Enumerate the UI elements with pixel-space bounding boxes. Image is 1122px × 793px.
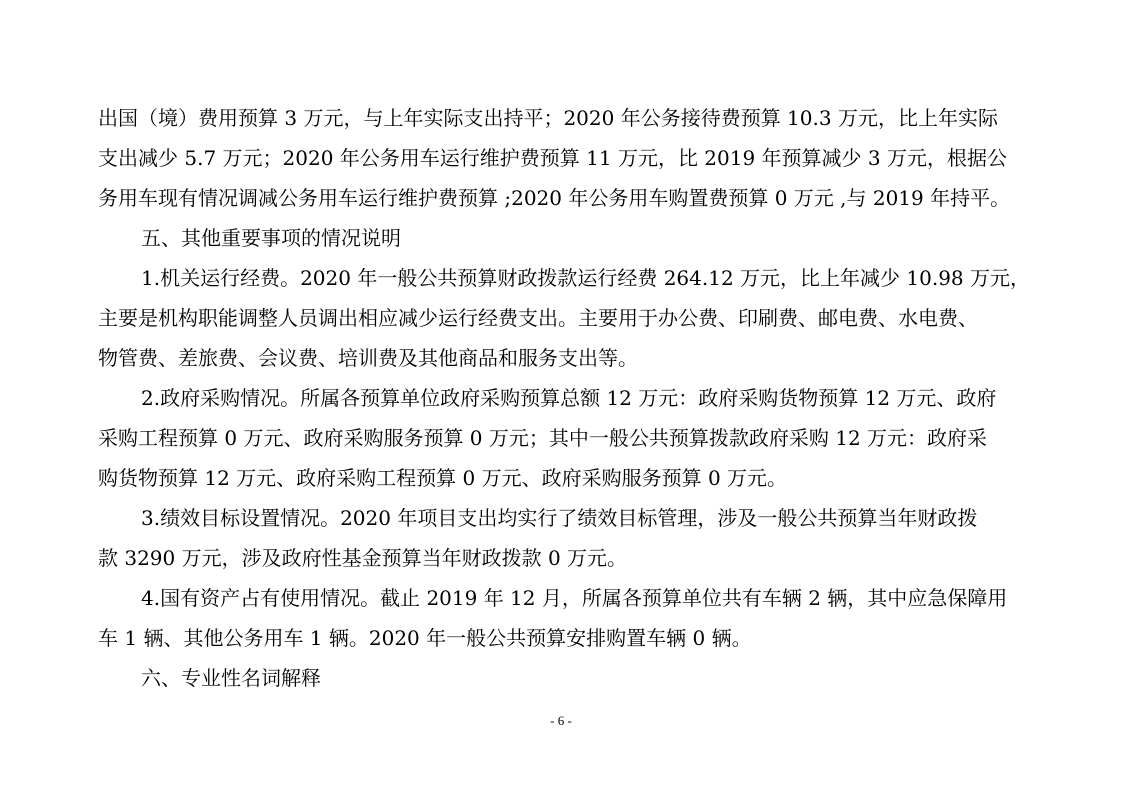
text-line: 车 1 辆、其他公务用车 1 辆。2020 年一般公共预算安排购置车辆 0 辆。 — [98, 626, 752, 650]
text-line: 支出减少 5.7 万元；2020 年公务用车运行维护费预算 11 万元，比 2019 年预算减少 3 万元，根据公 — [98, 146, 1007, 170]
text-line: 2.政府采购情况。所属各预算单位政府采购预算总额 12 万元：政府采购货物预算 12 万元、政府 — [141, 386, 997, 410]
text-line: 物管费、差旅费、会议费、培训费及其他商品和服务支出等。 — [98, 346, 638, 370]
section-heading: 六、专业性名词解释 — [141, 666, 321, 690]
text-line: 采购工程预算 0 万元、政府采购服务预算 0 万元；其中一般公共预算拨款政府采购 12 万元：政府采 — [98, 426, 988, 450]
text-line: 款 3290 万元，涉及政府性基金预算当年财政拨款 0 万元。 — [98, 546, 628, 570]
text-line: 购货物预算 12 万元、政府采购工程预算 0 万元、政府采购服务预算 0 万元。 — [98, 466, 788, 490]
text-line: 务用车现有情况调减公务用车运行维护费预算 ;2020 年公务用车购置费预算 0 万元 ,与 2019 年持平。 — [98, 186, 1011, 210]
text-line: 4.国有资产占有使用情况。截止 2019 年 12 月，所属各预算单位共有车辆 2 辆，其中应急保障用 — [141, 586, 1008, 610]
section-heading: 五、其他重要事项的情况说明 — [141, 226, 401, 250]
page-number: - 6 - — [550, 713, 572, 728]
text-line: 出国（境）费用预算 3 万元，与上年实际支出持平；2020 年公务接待费预算 10.3 万元，比上年实际 — [98, 106, 998, 130]
text-line: 主要是机构职能调整人员调出相应减少运行经费支出。主要用于办公费、印刷费、邮电费、水电费、 — [98, 306, 978, 330]
text-line: 1.机关运行经费。2020 年一般公共预算财政拨款运行经费 264.12 万元，比上年减少 10.98 万元， — [141, 266, 1031, 290]
text-line: 3.绩效目标设置情况。2020 年项目支出均实行了绩效目标管理，涉及一般公共预算当年财政拨 — [141, 506, 978, 530]
